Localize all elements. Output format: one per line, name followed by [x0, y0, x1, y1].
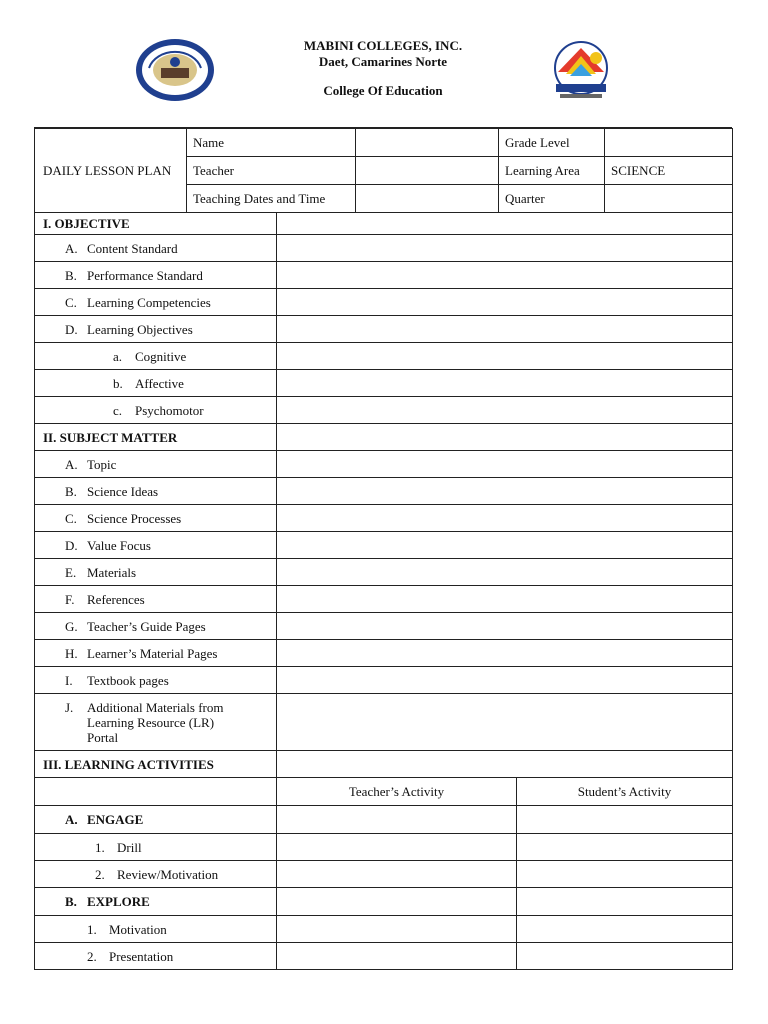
item-marker: E.: [65, 564, 77, 580]
topic-field[interactable]: [277, 451, 733, 478]
learning-activities-field[interactable]: [277, 751, 733, 778]
psychomotor-field[interactable]: [277, 397, 733, 424]
motivation-teacher-field[interactable]: [277, 916, 517, 943]
grade-level-field[interactable]: [605, 129, 733, 157]
science-ideas-label: [35, 478, 277, 505]
institution-address: Daet, Camarines Norte: [318, 54, 448, 69]
learning-area-label-cell: [499, 157, 605, 185]
item-marker: B.: [65, 267, 77, 283]
review-motivation-label: [35, 861, 277, 888]
quarter-field[interactable]: [605, 185, 733, 213]
item-marker: A.: [65, 240, 78, 256]
review-motivation-student-field[interactable]: [517, 861, 733, 888]
item-marker: I.: [65, 672, 73, 688]
learners-material-pages-field[interactable]: [277, 640, 733, 667]
item-label: Science Ideas: [87, 483, 159, 499]
item-label: Review/Motivation: [117, 866, 219, 882]
science-processes-field[interactable]: [277, 505, 733, 532]
teachers-guide-pages-field[interactable]: [277, 613, 733, 640]
item-label: Cognitive: [135, 348, 187, 364]
learning-activities-table: [34, 777, 733, 970]
value-focus-label: [35, 532, 277, 559]
teachers-activity-header-text: Teacher’s Activity: [348, 784, 445, 799]
item-label: References: [87, 591, 145, 607]
item-label: Teacher’s Guide Pages: [87, 618, 206, 634]
item-marker: C.: [65, 510, 77, 526]
content-standard-field[interactable]: [277, 235, 733, 262]
item-label: Drill: [117, 839, 142, 855]
performance-standard-field[interactable]: [277, 262, 733, 289]
item-label: Affective: [135, 375, 184, 391]
item-label: Presentation: [109, 948, 174, 964]
engage-label: [35, 806, 277, 834]
item-label: Additional Materials from Learning Resource (LR) Portal: [87, 699, 224, 745]
item-marker: 2.: [87, 948, 97, 964]
students-activity-header-text: Student’s Activity: [577, 784, 672, 799]
item-marker: 2.: [95, 866, 105, 882]
name-label-cell: [187, 129, 356, 157]
activities-blank-header: [35, 778, 277, 806]
item-marker: B.: [65, 894, 77, 909]
references-label: [35, 586, 277, 613]
learning-area-value: SCIENCE: [611, 163, 666, 178]
objective-field[interactable]: [277, 213, 733, 235]
performance-standard-label: [35, 262, 277, 289]
teacher-label-cell: [187, 157, 356, 185]
item-label: Learning Objectives: [87, 321, 193, 337]
teachers-guide-pages-label: [35, 613, 277, 640]
item-marker: F.: [65, 591, 75, 607]
value-focus-field[interactable]: [277, 532, 733, 559]
explore-label: [35, 888, 277, 916]
drill-teacher-field[interactable]: [277, 834, 517, 861]
cognitive-field[interactable]: [277, 343, 733, 370]
motivation-label: [35, 916, 277, 943]
subject-matter-heading-text: II. SUBJECT MATTER: [43, 429, 178, 445]
teachers-activity-header: [277, 778, 517, 806]
presentation-label: [35, 943, 277, 970]
learning-competencies-label: [35, 289, 277, 316]
textbook-pages-label: [35, 667, 277, 694]
learning-activities-heading: [35, 751, 277, 778]
item-label: Content Standard: [87, 240, 178, 256]
students-activity-header: [517, 778, 733, 806]
item-label: Science Processes: [87, 510, 182, 526]
engage-student-field[interactable]: [517, 806, 733, 834]
presentation-teacher-field[interactable]: [277, 943, 517, 970]
teacher-field[interactable]: [356, 157, 499, 185]
item-label: Motivation: [109, 921, 167, 937]
item-marker: 1.: [87, 921, 97, 937]
teaching-dates-label-cell: [187, 185, 356, 213]
cognitive-label: [35, 343, 277, 370]
item-marker: a.: [113, 348, 123, 364]
review-motivation-teacher-field[interactable]: [277, 861, 517, 888]
teaching-dates-field[interactable]: [356, 185, 499, 213]
science-processes-label: [35, 505, 277, 532]
lesson-plan-title-text: DAILY LESSON PLAN: [43, 163, 172, 178]
learning-area-label: Learning Area: [505, 163, 580, 178]
quarter-label-cell: [499, 185, 605, 213]
item-marker: c.: [113, 402, 123, 418]
quarter-label: Quarter: [505, 191, 545, 206]
item-marker: H.: [65, 645, 78, 661]
item-label: Performance Standard: [87, 267, 203, 283]
teacher-label: Teacher: [193, 163, 234, 178]
institution-name: MABINI COLLEGES, INC.: [303, 38, 463, 53]
item-marker: D.: [65, 537, 78, 553]
item-label: Value Focus: [87, 537, 151, 553]
presentation-student-field[interactable]: [517, 943, 733, 970]
topic-label: [35, 451, 277, 478]
learning-competencies-field[interactable]: [277, 289, 733, 316]
item-label: Learning Competencies: [87, 294, 211, 310]
item-marker: A.: [65, 812, 78, 827]
item-marker: J.: [65, 699, 74, 715]
item-label: Topic: [87, 456, 117, 472]
affective-label: [35, 370, 277, 397]
item-marker: B.: [65, 483, 77, 499]
content-standard-label: [35, 235, 277, 262]
item-label: EXPLORE: [87, 894, 150, 909]
grade-level-label: Grade Level: [505, 135, 570, 150]
additional-materials-field[interactable]: [277, 694, 733, 751]
item-marker: G.: [65, 618, 78, 634]
item-marker: C.: [65, 294, 77, 310]
name-label: Name: [193, 135, 225, 150]
lesson-sections-table: [34, 212, 733, 778]
document-header: [0, 0, 768, 120]
item-label: Psychomotor: [135, 402, 204, 418]
learning-objectives-field[interactable]: [277, 316, 733, 343]
materials-label: [35, 559, 277, 586]
mabini-colleges-seal-icon: [135, 38, 215, 102]
explore-student-field[interactable]: [517, 888, 733, 916]
additional-materials-label: [35, 694, 277, 751]
item-marker: 1.: [95, 839, 105, 855]
drill-label: [35, 834, 277, 861]
affective-field[interactable]: [277, 370, 733, 397]
learning-objectives-label: [35, 316, 277, 343]
references-field[interactable]: [277, 586, 733, 613]
subject-matter-field[interactable]: [277, 424, 733, 451]
learners-material-pages-label: [35, 640, 277, 667]
item-marker: b.: [113, 375, 123, 391]
learning-activities-heading-text: III. LEARNING ACTIVITIES: [43, 756, 214, 772]
item-label: Textbook pages: [87, 672, 169, 688]
drill-student-field[interactable]: [517, 834, 733, 861]
psychomotor-label: [35, 397, 277, 424]
name-field[interactable]: [356, 129, 499, 157]
objective-heading: [35, 213, 277, 235]
item-label: Materials: [87, 564, 137, 580]
engage-teacher-field[interactable]: [277, 806, 517, 834]
lesson-plan-title: [35, 129, 187, 213]
objective-heading-text: I. OBJECTIVE: [43, 216, 130, 231]
motivation-student-field[interactable]: [517, 916, 733, 943]
subject-matter-heading: [35, 424, 277, 451]
item-label: Learner’s Material Pages: [87, 645, 218, 661]
college-of-education-logo-icon: [538, 38, 624, 104]
item-label: ENGAGE: [87, 812, 144, 827]
college-name: College Of Education: [323, 83, 443, 98]
item-marker: A.: [65, 456, 78, 472]
info-table: [34, 128, 733, 213]
science-ideas-field[interactable]: [277, 478, 733, 505]
item-marker: D.: [65, 321, 78, 337]
lesson-plan-sheet: [34, 128, 732, 970]
materials-field[interactable]: [277, 559, 733, 586]
learning-area-field[interactable]: [605, 157, 733, 185]
textbook-pages-field[interactable]: [277, 667, 733, 694]
grade-level-label-cell: [499, 129, 605, 157]
teaching-dates-label: Teaching Dates and Time: [193, 191, 326, 206]
explore-teacher-field[interactable]: [277, 888, 517, 916]
